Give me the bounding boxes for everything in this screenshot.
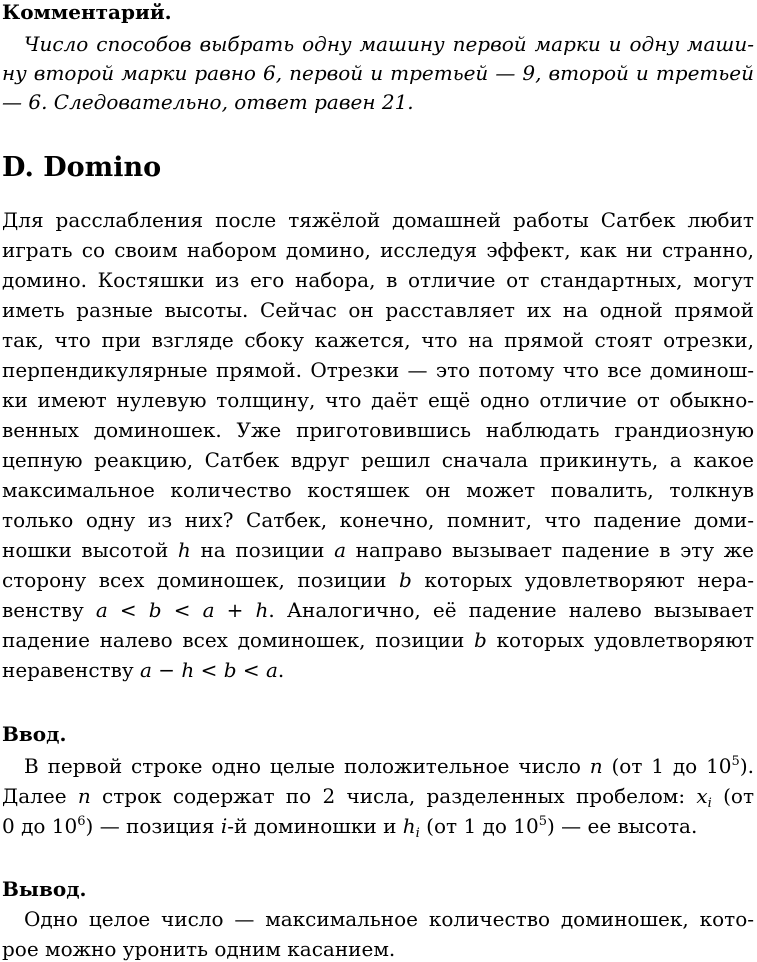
text-segment: . Аналогично, её падение налево вызывает — [268, 598, 754, 622]
problem-line-8: венных доминошек. Уже приготовившись наблюдать грандиозную — [2, 418, 754, 442]
output-line-1: Одно целое число — максимальное количество доминошек, кото- — [24, 907, 754, 931]
math-var-n: n — [589, 754, 603, 778]
problem-line-4: иметь разные высоты. Сейчас он расставляет их на одной прямой — [2, 298, 754, 322]
text-segment: -й доминошки и — [227, 814, 403, 838]
problem-line-16 — [2, 658, 754, 682]
text-segment: 0 до 10 — [2, 814, 78, 838]
math-var-a: a — [334, 538, 347, 562]
output-line-2: рое можно уронить одним касанием. — [2, 937, 396, 961]
subscript-i: i — [707, 796, 712, 811]
text-segment: строк содержат по 2 числа, разделенных пробелом: — [90, 784, 697, 808]
problem-line-2: играть со своим набором домино, исследуя эффект, как ни странно, — [2, 238, 754, 262]
problem-title: D. Domino — [2, 152, 162, 183]
input-line-1 — [24, 754, 754, 778]
text-segment: ношки высотой — [2, 538, 178, 562]
math-inequality-left: a − h < b < a — [139, 658, 278, 682]
text-segment: Далее — [2, 784, 78, 808]
comment-line-3: — 6. Следовательно, ответ равен 21. — [2, 90, 414, 114]
text-segment: ). — [739, 754, 754, 778]
comment-line-1: Число способов выбрать одну машину первой марки и одну маши- — [24, 32, 754, 56]
text-segment: которых удовлетворяют нера- — [411, 568, 754, 592]
text-segment: на позиции — [190, 538, 335, 562]
math-inequality-right: a < b < a + h — [95, 598, 269, 622]
exponent: 5 — [731, 754, 740, 769]
input-line-3 — [2, 814, 754, 841]
text-segment: (от — [711, 784, 755, 808]
problem-line-5: так, что при взгляде сбоку кажется, что на прямой стоят отрезки, — [2, 328, 754, 352]
input-line-2 — [2, 784, 755, 811]
math-var-x: x — [696, 784, 708, 808]
problem-line-11: только одну из них? Сатбек, конечно, помнит, что падение доми- — [2, 508, 754, 532]
problem-line-14 — [2, 598, 754, 622]
math-var-h: h — [402, 814, 416, 838]
text-segment: которых удовлетворяют — [486, 628, 755, 652]
problem-line-13 — [2, 568, 754, 592]
problem-line-10: максимальное количество костяшек он может повалить, толкнув — [2, 478, 754, 502]
text-segment: падение налево всех доминошек, позиции — [2, 628, 474, 652]
comment-line-2: ну второй марки равно 6, первой и третьей — 9, второй и третьей — [2, 61, 754, 85]
problem-line-9: цепную реакцию, Сатбек вдруг решил сначала прикинуть, а какое — [2, 448, 754, 472]
text-segment: ) — ее высота. — [546, 814, 698, 838]
exponent: 6 — [77, 814, 86, 829]
problem-line-7: ки имеют нулевую толщину, что даёт ещё одно отличие от обыкно- — [2, 388, 754, 412]
text-segment: ) — позиция — [85, 814, 221, 838]
output-heading: Вывод. — [2, 877, 87, 901]
problem-line-3: домино. Костяшки из его набора, в отличие от стандартных, могут — [2, 268, 754, 292]
text-segment: (от 1 до 10 — [602, 754, 732, 778]
math-var-b: b — [399, 568, 412, 592]
input-heading: Ввод. — [2, 722, 67, 746]
problem-line-15 — [2, 628, 754, 652]
math-var-n: n — [77, 784, 91, 808]
text-segment: (от 1 до 10 — [419, 814, 539, 838]
problem-line-12 — [2, 538, 754, 562]
text-segment: неравенству — [2, 658, 140, 682]
text-segment: направо вызывает падение в эту же — [346, 538, 754, 562]
math-var-i: i — [220, 814, 228, 838]
exponent: 5 — [538, 814, 547, 829]
text-segment: сторону всех доминошек, позиции — [2, 568, 400, 592]
math-var-h: h — [177, 538, 191, 562]
problem-line-1: Для расслабления после тяжёлой домашней работы Сатбек любит — [2, 208, 754, 232]
text-segment: В первой строке одно целые положительное число — [24, 754, 590, 778]
math-var-b: b — [474, 628, 487, 652]
comment-heading: Комментарий. — [2, 0, 172, 24]
problem-line-6: перпендикулярные прямой. Отрезки — это потому что все доминош- — [2, 358, 754, 382]
text-segment: венству — [2, 598, 96, 622]
subscript-i: i — [415, 826, 420, 841]
text-segment: . — [277, 658, 285, 682]
